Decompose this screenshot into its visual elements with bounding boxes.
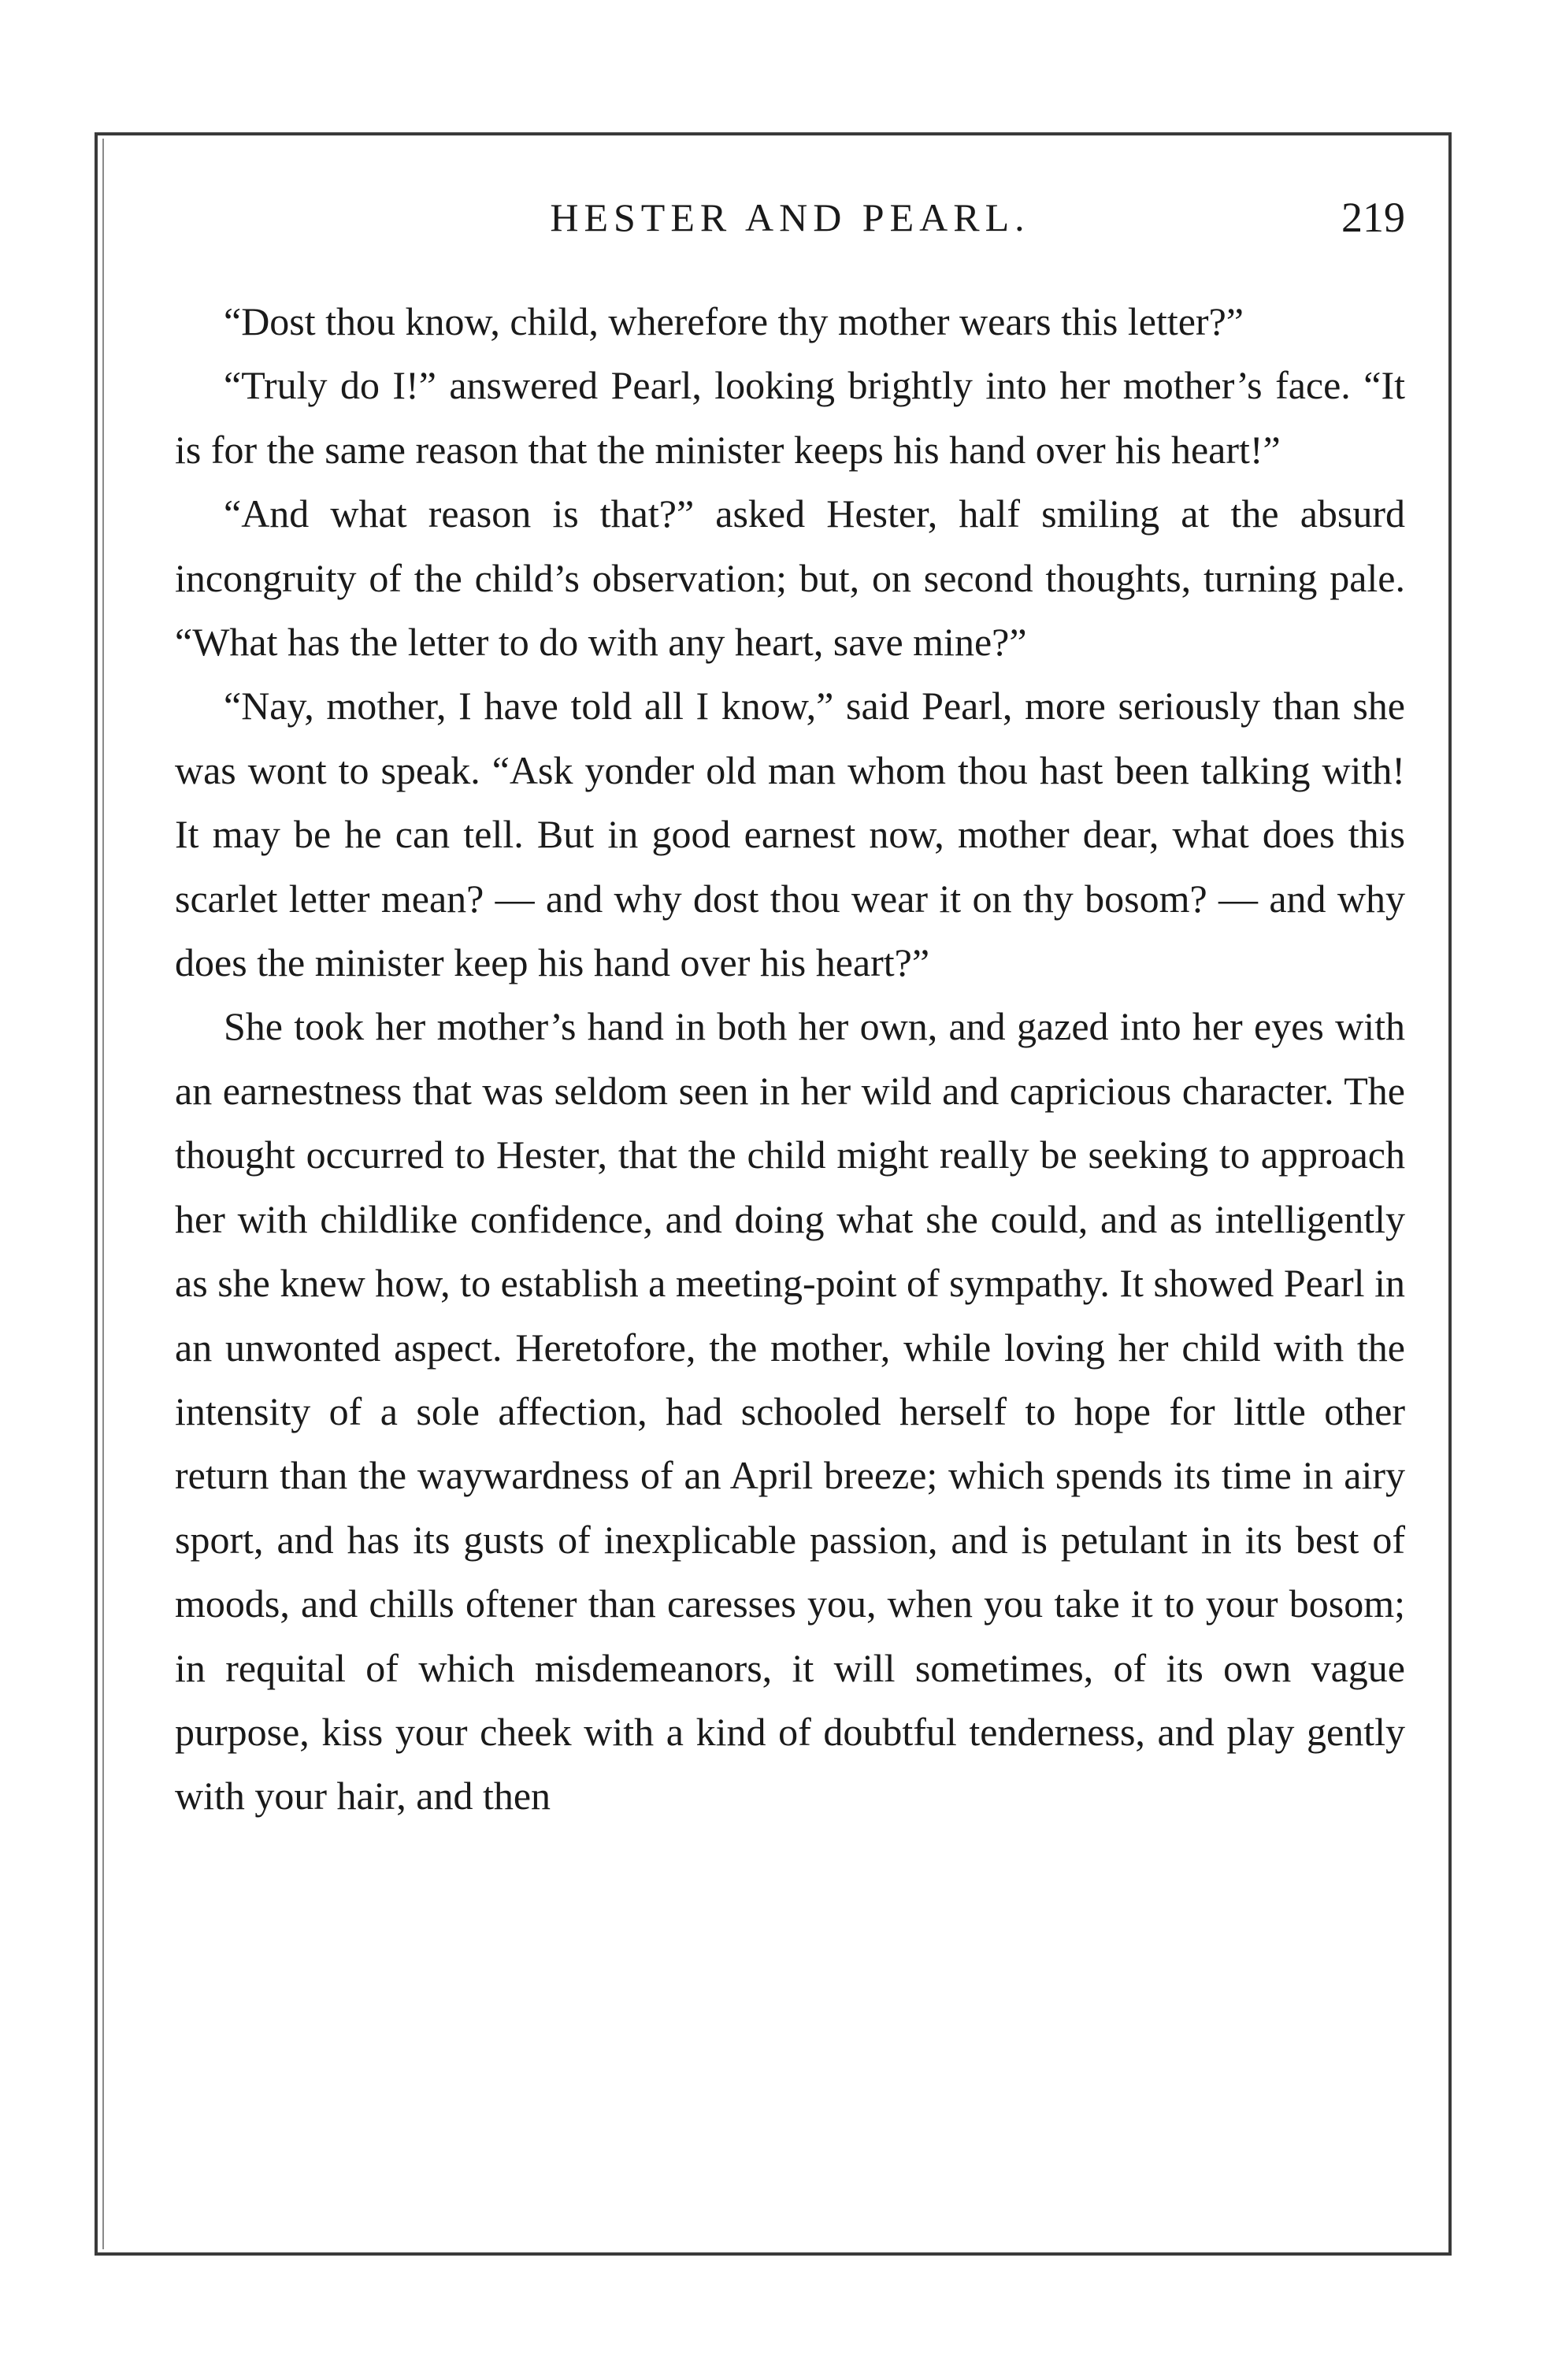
paragraph: “And what reason is that?” asked Hester, half smiling at the absurd incongruity of the child’s observation; but, on second thoughts, turning pale. “What has the letter to do with any heart, save mine?” bbox=[175, 491, 1405, 665]
paragraph: “Dost thou know, child, wherefore thy mother wears this letter?” bbox=[224, 299, 1244, 343]
running-head bbox=[175, 186, 1405, 249]
paragraph: “Nay, mother, I have told all I know,” said Pearl, more seriously than she was wont to speak. “Ask yonder old man whom thou hast been talking with! It may be he can tell. But in good earnest now, mother dear, what does this scarlet letter mean? — and why dost thou wear it on thy bosom? — and why does the minister keep his hand over his heart?” bbox=[175, 684, 1405, 985]
running-title: HESTER AND PEARL. bbox=[550, 195, 1030, 239]
paragraph: She took her mother’s hand in both her own, and gazed into her eyes with an earnestness that was seldom seen in her wild and capricious character. The thought occurred to Hester, that the child might really be seeking to approach her with childlike confidence, and doing what she could, and as intelligently as she knew how, to establish a meeting-point of sympathy. It showed Pearl in an unwonted aspect. Heretofore, the mother, while loving her child with the intensity of a sole affection, had schooled herself to hope for little other return than the waywardness of an April breeze; which spends its time in airy sport, and has its gusts of inexplicable passion, and is petulant in its best of moods, and chills oftener than caresses you, when you take it to your bosom; in requital of which misdemeanors, it will sometimes, of its own vague purpose, kiss your cheek with a kind of doubtful tenderness, and play gently with your hair, and then bbox=[175, 1004, 1405, 1818]
paragraph: “Truly do I!” answered Pearl, looking brightly into her mother’s face. “It is for the same reason that the minister keeps his hand over his heart!” bbox=[175, 363, 1405, 472]
page-number: 219 bbox=[1341, 194, 1405, 241]
body-text bbox=[175, 290, 1405, 1829]
page-border-inner-rule bbox=[102, 139, 104, 2249]
